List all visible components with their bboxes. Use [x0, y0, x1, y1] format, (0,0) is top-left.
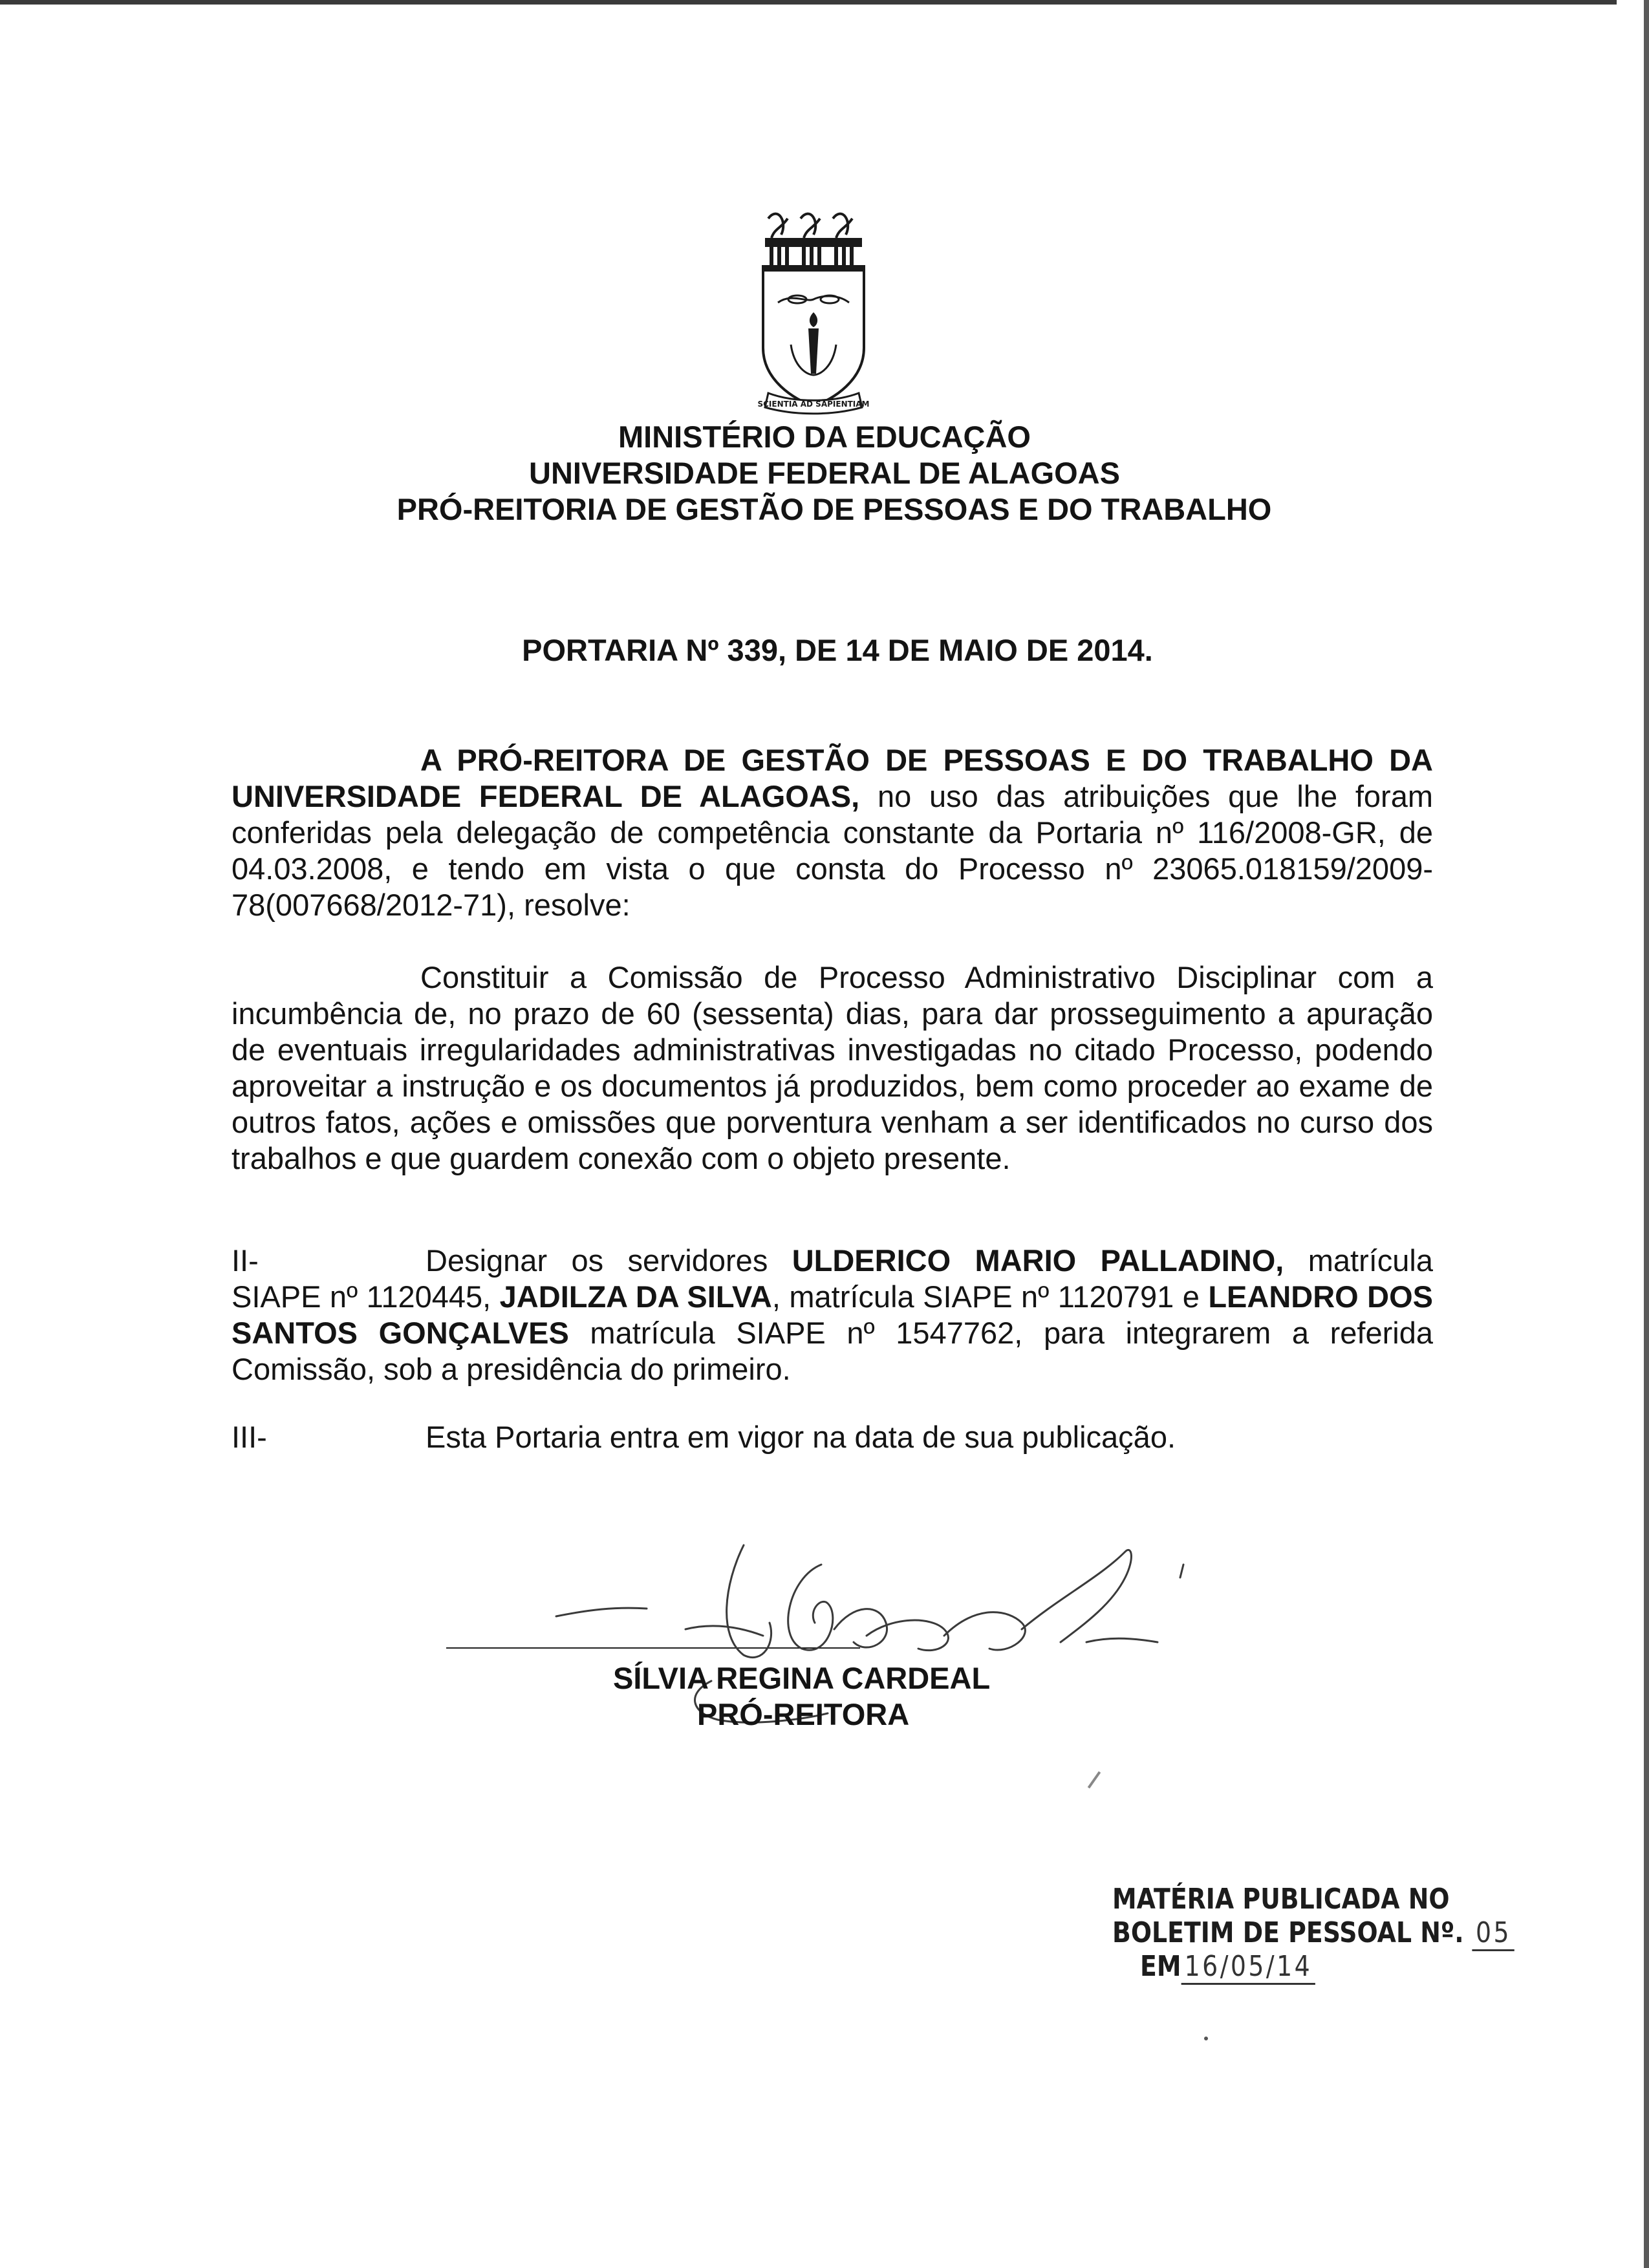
- article-3-paragraph: [232, 1419, 1433, 1455]
- stamp-line-1: MATÉRIA PUBLICADA NO: [1112, 1883, 1450, 1916]
- stamp-line-2: [1112, 1916, 1512, 1950]
- scan-edge-right: [1644, 0, 1649, 2268]
- article-2-text-3: , matrícula SIAPE nº 1120791 e: [771, 1279, 1209, 1314]
- document-header: [0, 419, 1649, 528]
- signatory-name: SÍLVIA REGINA CARDEAL: [613, 1661, 991, 1695]
- ink-dot: [1204, 2037, 1208, 2040]
- header-ministry: MINISTÉRIO DA EDUCAÇÃO: [618, 420, 1031, 454]
- article-3-numeral: III-: [232, 1420, 267, 1454]
- article-2-paragraph: [232, 1243, 1433, 1387]
- stamp-date-label: EM: [1140, 1950, 1181, 1983]
- article-2-numeral: II-: [232, 1243, 259, 1278]
- header-university: UNIVERSIDADE FEDERAL DE ALAGOAS: [529, 456, 1120, 490]
- article-1-text: Constituir a Comissão de Processo Administrativo Disciplinar com a incumbência de, no prazo de 60 (sessenta) dias, para dar prosseguimento a apuração de eventuais irregularidades administrativas investigadas no citado Processo, podendo aproveitar a instrução e os documentos já produzidos, bem como proceder ao exame de outros fatos, ações e omissões que porventura venham a ser identificados no curso dos trabalhos e que guardem conexão com o objeto presente.: [232, 960, 1433, 1175]
- article-2-name-2: JADILZA DA SILVA: [499, 1279, 772, 1314]
- header-pro-rectorate: PRÓ-REITORIA DE GESTÃO DE PESSOAS E DO TRABALHO: [396, 492, 1272, 526]
- article-2-text-4: matrícula SIAPE nº 1547762, para integrarem a referida Comissão, sob a presidência do primeiro.: [232, 1316, 1433, 1386]
- article-3-text: Esta Portaria entra em vigor na data de sua publicação.: [426, 1420, 1176, 1454]
- stamp-bulletin-label: BOLETIM DE PESSOAL Nº.: [1112, 1916, 1464, 1949]
- article-2-name-3: LEANDRO DOS SANTOS GONÇALVES: [232, 1279, 1433, 1350]
- ordinance-title: PORTARIA Nº 339, DE 14 DE MAIO DE 2014.: [522, 633, 1153, 667]
- preamble-paragraph: [232, 742, 1433, 923]
- preamble-authority: A PRÓ-REITORA DE GESTÃO DE PESSOAS E DO TRABALHO DA UNIVERSIDADE FEDERAL DE ALAGOAS,: [232, 743, 1433, 813]
- crest-motto: SCIENTIA AD SAPIENTIAM: [757, 400, 870, 409]
- article-1-paragraph: [232, 959, 1433, 1177]
- publication-stamp: [1112, 1883, 1512, 1984]
- ufal-crest-logo: [755, 206, 872, 419]
- stamp-date: 16/05/14: [1181, 1950, 1316, 1985]
- signatory-role: PRÓ-REITORA: [697, 1697, 910, 1731]
- pen-mark: [1088, 1771, 1101, 1789]
- stamp-line-3: [1112, 1950, 1424, 1984]
- article-2-name-1: ULDERICO MARIO PALLADINO,: [792, 1243, 1284, 1278]
- preamble-text: no uso das atribuições que lhe foram conferidas pela delegação de competência constante da Portaria nº 116/2008-GR, de 04.03.2008, e tendo em vista o que consta do Processo nº 23065.018159/2009-78(007668/2012-71), resolve:: [232, 779, 1433, 922]
- scan-edge-top: [0, 0, 1617, 5]
- article-2-text-1: Designar os servidores: [426, 1243, 792, 1278]
- article-2-text-2: matrícula SIAPE nº 1120445,: [232, 1243, 1433, 1314]
- stamp-bulletin-number: 05: [1472, 1916, 1514, 1951]
